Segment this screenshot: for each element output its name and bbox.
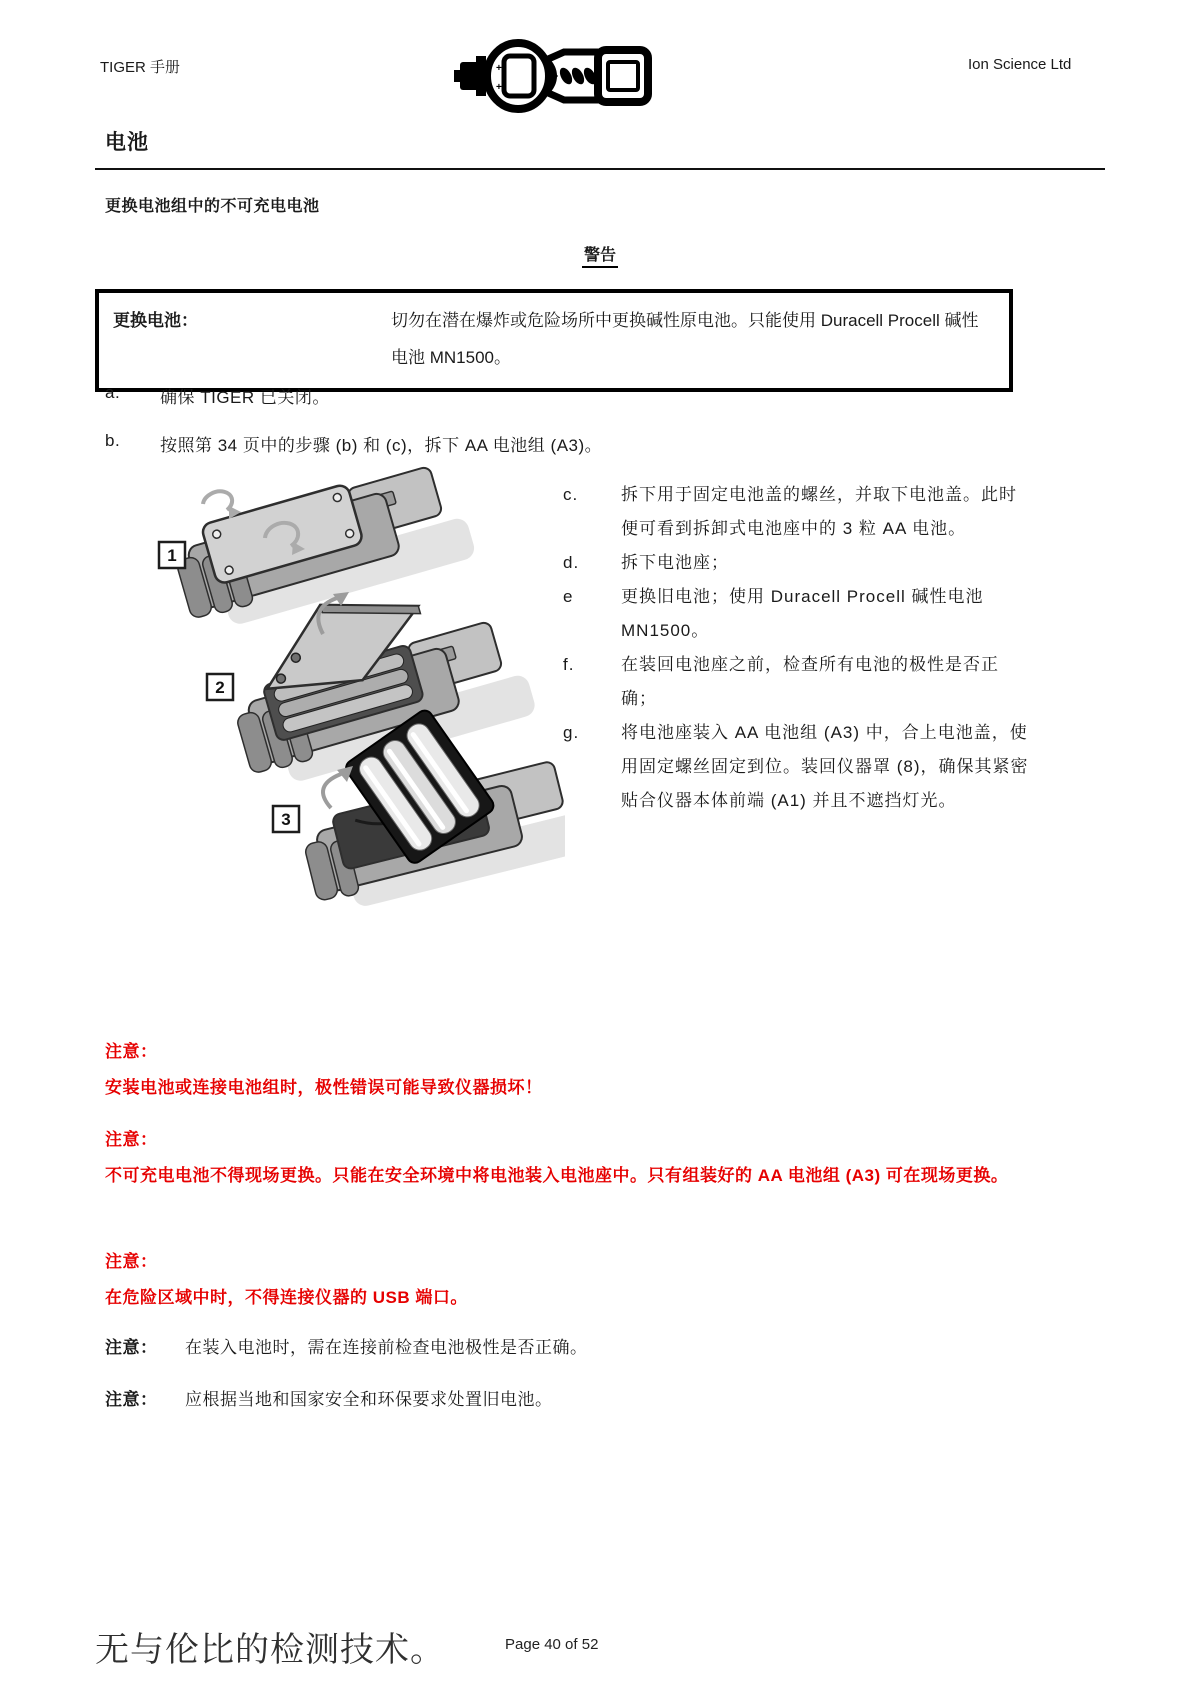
- step-b-text: 按照第 34 页中的步骤 (b) 和 (c)，拆下 AA 电池组 (A3)。: [160, 436, 603, 455]
- tiger-instrument-logo-icon: [452, 38, 652, 121]
- red-note-title: 注意：: [105, 1042, 158, 1061]
- warning-box-label: 更换电池：: [113, 311, 198, 330]
- footer-page-number: Page 40 of 52: [505, 1636, 599, 1653]
- figure-step2-label: 2: [215, 678, 225, 697]
- warning-box: [95, 289, 1013, 392]
- step-d-text: 拆下电池座；: [621, 553, 729, 572]
- figure-step1-label: 1: [167, 546, 177, 565]
- step-f-text: 在装回电池座之前，检查所有电池的极性是否正确；: [621, 655, 999, 708]
- red-note-polarity: [105, 1034, 1040, 1105]
- red-note-text: 不可充电电池不得现场更换。只能在安全环境中将电池装入电池座中。只有组装好的 AA 电池组 (A3) 可在现场更换。: [105, 1165, 1009, 1185]
- warning-heading: 警告: [582, 247, 618, 268]
- steps-c-to-g: [563, 478, 1033, 818]
- figure-step3-label: 3: [281, 810, 291, 829]
- black-note-polarity-check: [105, 1334, 1040, 1361]
- step-e: [563, 580, 1033, 648]
- svg-text:+: +: [496, 63, 502, 74]
- warning-heading-wrap: [95, 242, 1105, 265]
- step-g: [563, 716, 1033, 818]
- black-note-label: 注意：: [105, 1390, 158, 1409]
- step-a: [105, 383, 330, 408]
- svg-text:+: +: [496, 82, 502, 93]
- black-note-disposal: [105, 1386, 1040, 1413]
- step-e-text: 更换旧电池；使用 Duracell Procell 碱性电池 MN1500。: [621, 587, 984, 640]
- step-g-letter: g.: [563, 723, 580, 742]
- red-note-field-replacement: [105, 1122, 1040, 1193]
- red-note-text: 在危险区域中时，不得连接仪器的 USB 端口。: [105, 1287, 468, 1307]
- step-f: [563, 648, 1033, 716]
- page-title: 电池: [105, 131, 149, 154]
- black-note-text: 应根据当地和国家安全和环保要求处置旧电池。: [185, 1390, 553, 1409]
- step-c-text: 拆下用于固定电池盖的螺丝，并取下电池盖。此时便可看到拆卸式电池座中的 3 粒 AA 电池。: [621, 485, 1017, 538]
- step-d-letter: d.: [563, 553, 580, 572]
- header-left-title: TIGER 手册: [100, 59, 181, 76]
- battery-pack-exploded-figure: [145, 466, 565, 911]
- step-c: [563, 478, 1033, 546]
- header-company-name: Ion Science Ltd: [968, 56, 1072, 73]
- red-note-title: 注意：: [105, 1130, 158, 1149]
- step-b-letter: b.: [105, 431, 121, 450]
- step-d: [563, 546, 1033, 580]
- footer-tagline: 无与伦比的检测技术。: [95, 1631, 445, 1669]
- step-c-letter: c.: [563, 485, 579, 504]
- step-a-letter: a.: [105, 383, 121, 402]
- black-note-text: 在装入电池时，需在连接前检查电池极性是否正确。: [185, 1338, 588, 1357]
- title-rule: [95, 168, 1105, 170]
- step-a-text: 确保 TIGER 已关闭。: [160, 388, 330, 407]
- red-note-usb: [105, 1244, 1040, 1315]
- warning-box-text: 切勿在潜在爆炸或危险场所中更换碱性原电池。只能使用 Duracell Procell 碱性电池 MN1500。: [391, 311, 979, 367]
- step-b: [105, 431, 602, 456]
- red-note-title: 注意：: [105, 1252, 158, 1271]
- step-e-letter: e: [563, 587, 574, 606]
- section-subtitle: 更换电池组中的不可充电电池: [105, 198, 320, 215]
- step-g-text: 将电池座装入 AA 电池组 (A3) 中，合上电池盖，使用固定螺丝固定到位。装回仪器罩 (8)，确保其紧密贴合仪器本体前端 (A1) 并且不遮挡灯光。: [621, 723, 1029, 810]
- step-f-letter: f.: [563, 655, 575, 674]
- black-note-label: 注意：: [105, 1338, 158, 1357]
- red-note-text: 安装电池或连接电池组时，极性错误可能导致仪器损坏！: [105, 1077, 543, 1097]
